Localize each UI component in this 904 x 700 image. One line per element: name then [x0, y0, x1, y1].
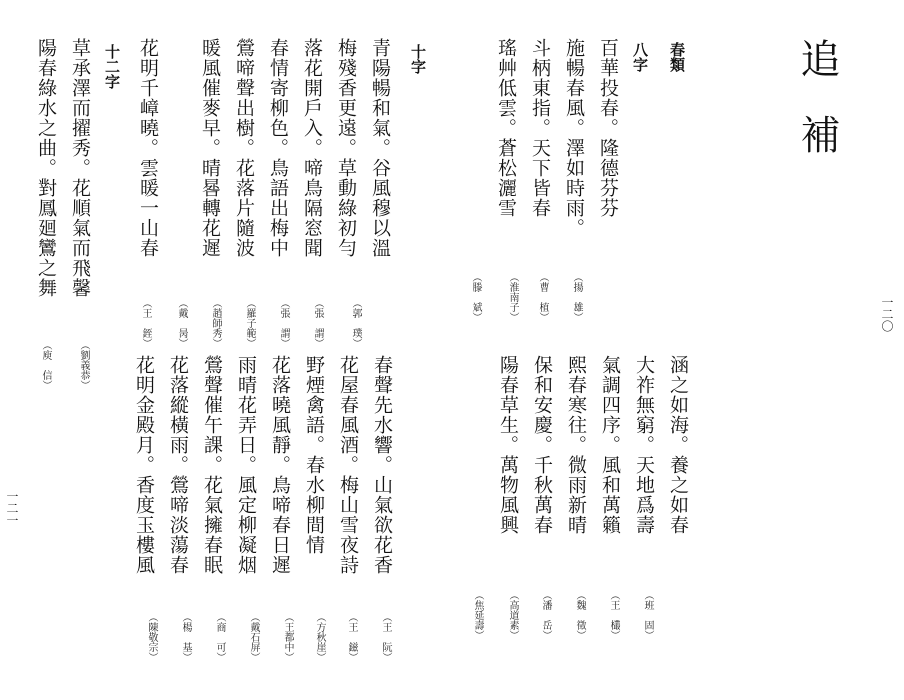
author-attribution: （王都中）: [282, 612, 293, 662]
verse-line: 落花開戶入。啼鳥隔窓聞: [301, 38, 323, 258]
section-heading-eight: 八字: [631, 42, 649, 72]
author-attribution: （戴石屏）: [248, 612, 259, 662]
author-attribution: （商 可）: [214, 612, 225, 662]
author-attribution: （陳敬宗）: [146, 612, 157, 662]
page-number: 一二一: [5, 490, 19, 526]
verse-line: 陽春草生。萬物風興: [497, 355, 519, 535]
author-attribution: （潘 岳）: [540, 590, 551, 640]
author-attribution: （郭 璞）: [350, 298, 361, 348]
author-attribution: （張 謂）: [278, 298, 289, 348]
author-attribution: （高道素）: [507, 590, 518, 640]
verse-line: 花屋春風酒。梅山雪夜詩: [337, 355, 359, 575]
author-attribution: （揚 雄）: [571, 272, 582, 322]
author-attribution: （趙師秀）: [210, 298, 221, 348]
author-attribution: （曹 植）: [537, 272, 548, 322]
author-attribution: （王 銍）: [140, 298, 151, 348]
page-number: 一二〇: [880, 296, 894, 332]
author-attribution: （滕 斌）: [470, 272, 481, 322]
section-heading-twelve: 十二字: [103, 44, 121, 89]
verse-line: 草承澤而擢秀。花順氣而飛馨: [69, 38, 91, 298]
verse-line: 熙春寒往。微雨新晴: [565, 355, 587, 535]
verse-line: 陽春綠水之曲。對鳳廻鸞之舞: [35, 38, 57, 298]
verse-line: 斗柄東指。天下皆春: [529, 38, 551, 218]
author-attribution: （焦延壽）: [472, 590, 483, 640]
verse-line: 保和安慶。千秋萬春: [531, 355, 553, 535]
author-attribution: （方秋崖）: [314, 612, 325, 662]
verse-line: 氣調四序。風和萬籟: [599, 355, 621, 535]
author-attribution: （王 阮）: [380, 612, 391, 662]
verse-line: 瑤艸低雲。蒼松灑雪: [495, 38, 517, 218]
verse-line: 暖風催麥早。晴晷轉花遲: [199, 38, 221, 258]
verse-line: 花明千嶂曉。雲暖一山春: [137, 38, 159, 258]
verse-line: 鶯聲催午課。花氣擁春眠: [201, 355, 223, 575]
author-attribution: （庾 信）: [40, 340, 51, 390]
verse-line: 雨晴花弄日。風定柳凝烟: [235, 355, 257, 575]
author-attribution: （羅子範）: [244, 298, 255, 348]
right-page: [452, 0, 904, 700]
verse-line: 鶯啼聲出樹。花落片隨波: [233, 38, 255, 258]
verse-line: 花明金殿月。香度玉樓風: [133, 355, 155, 575]
section-heading-ten: 十字: [409, 44, 427, 74]
author-attribution: （張 謂）: [312, 298, 323, 348]
author-attribution: （劉義恭）: [78, 340, 89, 390]
verse-line: 百華投春。隆德芬芬: [597, 38, 619, 218]
verse-line: 春情寄柳色。鳥語出梅中: [267, 38, 289, 258]
verse-line: 梅殘香更遠。草動綠初勻: [335, 38, 357, 258]
verse-line: 春聲先水響。山氣欲花香: [371, 355, 393, 575]
verse-line: 花落曉風靜。鳥啼春日遲: [269, 355, 291, 575]
page-title: 追補: [794, 38, 840, 190]
verse-line: 施暢春風。澤如時雨。: [563, 38, 585, 238]
author-attribution: （楊 基）: [180, 612, 191, 662]
category-heading: 春類: [668, 42, 686, 72]
verse-line: 花落縱橫雨。鶯啼淡蕩春: [167, 355, 189, 575]
author-attribution: （王 鎡）: [346, 612, 357, 662]
author-attribution: （淮南子）: [507, 272, 518, 322]
author-attribution: （班 固）: [642, 590, 653, 640]
author-attribution: （王 欉）: [608, 590, 619, 640]
verse-line: 青陽暢和氣。谷風穆以溫: [369, 38, 391, 258]
verse-line: 涵之如海。養之如春: [667, 355, 689, 535]
verse-line: 野煙禽語。春水柳間情: [303, 355, 325, 555]
author-attribution: （魏 徵）: [574, 590, 585, 640]
verse-line: 大祚無窮。天地爲壽: [633, 355, 655, 535]
author-attribution: （戴 昺）: [176, 298, 187, 348]
